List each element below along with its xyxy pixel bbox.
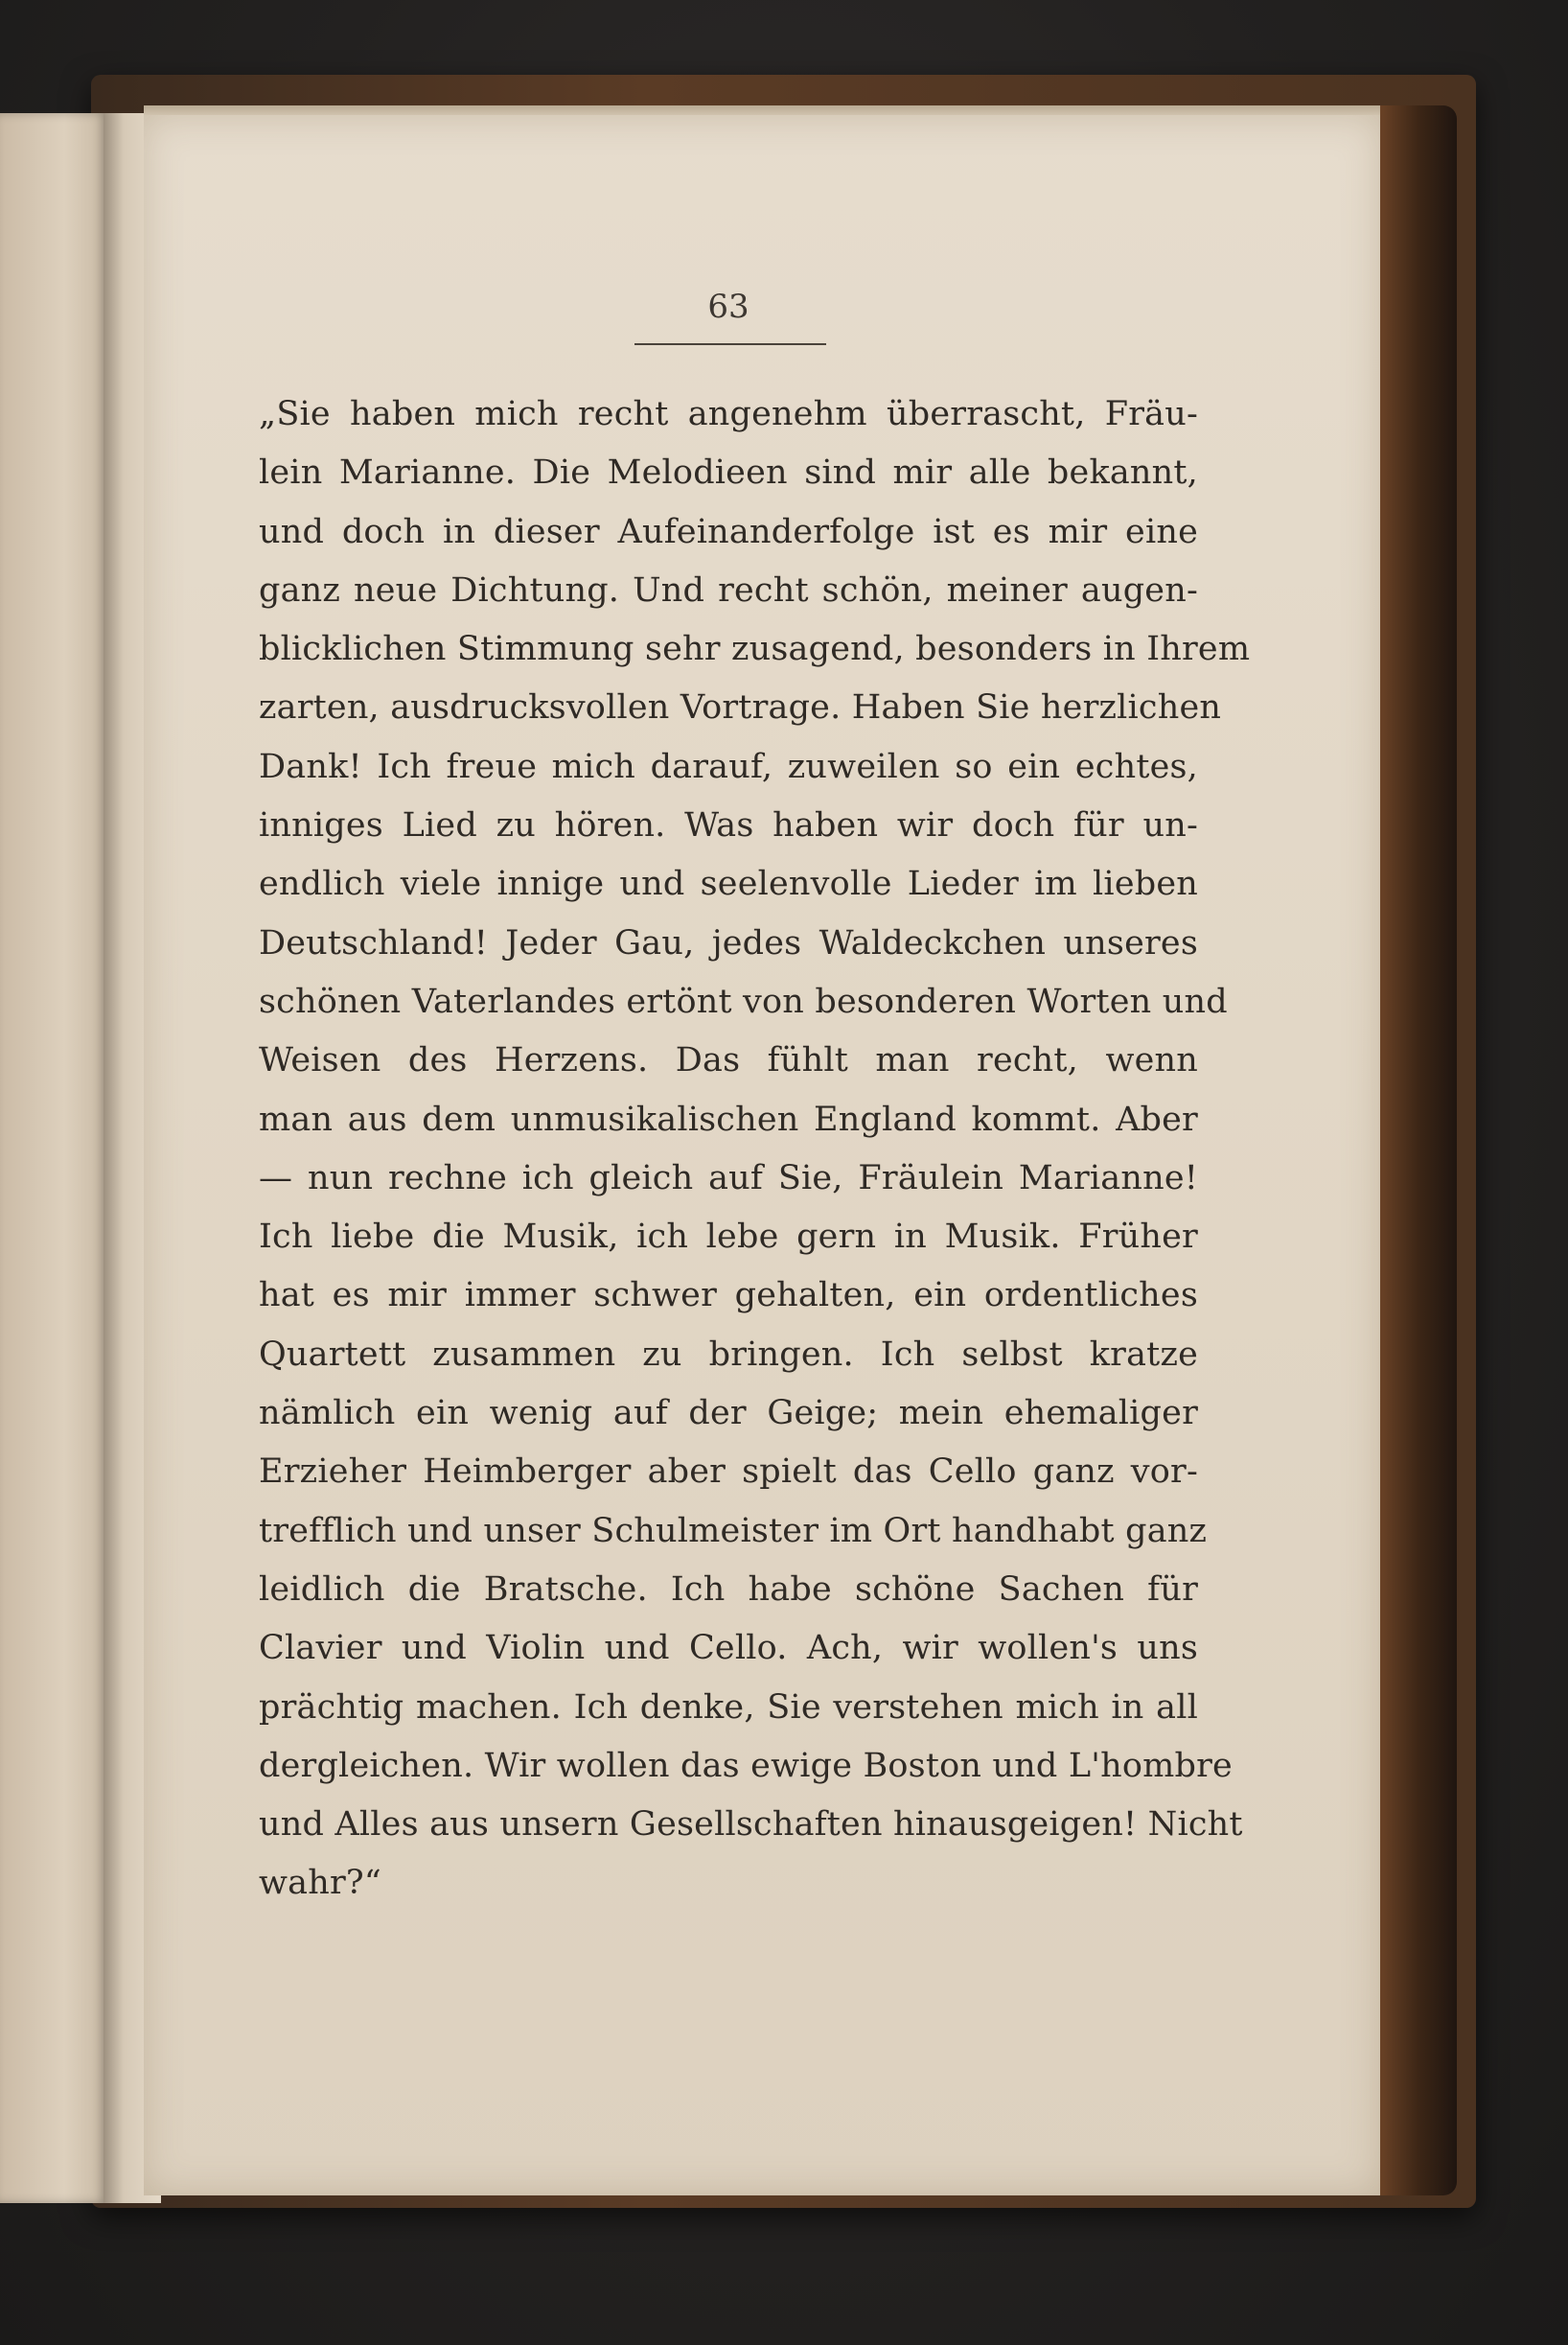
- book-fore-edge: [1380, 105, 1457, 2195]
- text-line: Erzieher Heimberger aber spielt das Cello ganz vor-: [259, 1452, 1198, 1492]
- text-line: Deutschland! Jeder Gau, jedes Waldeckchen unseres: [259, 923, 1198, 963]
- text-line: inniges Lied zu hören. Was haben wir doch für un-: [259, 806, 1198, 846]
- text-line: schönen Vaterlandes ertönt von besonderen Worten und: [259, 982, 1228, 1021]
- page-number: 63: [707, 288, 749, 326]
- text-line: endlich viele innige und seelenvolle Lieder im lieben: [259, 865, 1198, 904]
- text-line: „Sie haben mich recht angenehm überrascht, Fräu-: [259, 395, 1198, 433]
- text-line: blicklichen Stimmung sehr zusagend, besonders in Ihrem: [259, 630, 1251, 669]
- text-line: man aus dem unmusikalischen England kommt. Aber: [259, 1100, 1198, 1139]
- text-line: Clavier und Violin und Cello. Ach, wir wollen's uns: [259, 1629, 1198, 1668]
- left-page-sliver: [0, 113, 107, 2203]
- text-line: hat es mir immer schwer gehalten, ein ordentliches: [259, 1276, 1198, 1315]
- text-line: lein Marianne. Die Melodieen sind mir alle bekannt,: [259, 453, 1198, 493]
- text-line: — nun rechne ich gleich auf Sie, Fräulein Marianne!: [259, 1158, 1198, 1197]
- text-line: wahr?“: [259, 1864, 381, 1903]
- text-line: prächtig machen. Ich denke, Sie verstehen mich in all: [259, 1687, 1198, 1727]
- text-line: und doch in dieser Aufeinanderfolge ist es mir eine: [259, 512, 1198, 551]
- text-line: dergleichen. Wir wollen das ewige Boston und L'hombre: [259, 1746, 1233, 1785]
- text-line: nämlich ein wenig auf der Geige; mein ehemaliger: [259, 1394, 1198, 1433]
- text-line: leidlich die Bratsche. Ich habe schöne Sachen für: [259, 1569, 1198, 1609]
- text-line: Quartett zusammen zu bringen. Ich selbst kratze: [259, 1335, 1198, 1374]
- text-line: und Alles aus unsern Gesellschaften hinausgeigen! Nicht: [259, 1805, 1243, 1845]
- page-number-rule: [634, 343, 826, 345]
- text-line: Ich liebe die Musik, ich lebe gern in Musik. Früher: [259, 1218, 1198, 1257]
- text-line: zarten, ausdrucksvollen Vortrage. Haben Sie herzlichen: [259, 688, 1222, 728]
- body-text: [259, 385, 1251, 1914]
- text-line: ganz neue Dichtung. Und recht schön, meiner augen-: [259, 570, 1198, 610]
- text-line: Dank! Ich freue mich darauf, zuweilen so ein echtes,: [259, 747, 1198, 786]
- text-line: Weisen des Herzens. Das fühlt man recht, wenn: [259, 1041, 1198, 1080]
- text-line: trefflich und unser Schulmeister im Ort handhabt ganz: [259, 1511, 1208, 1550]
